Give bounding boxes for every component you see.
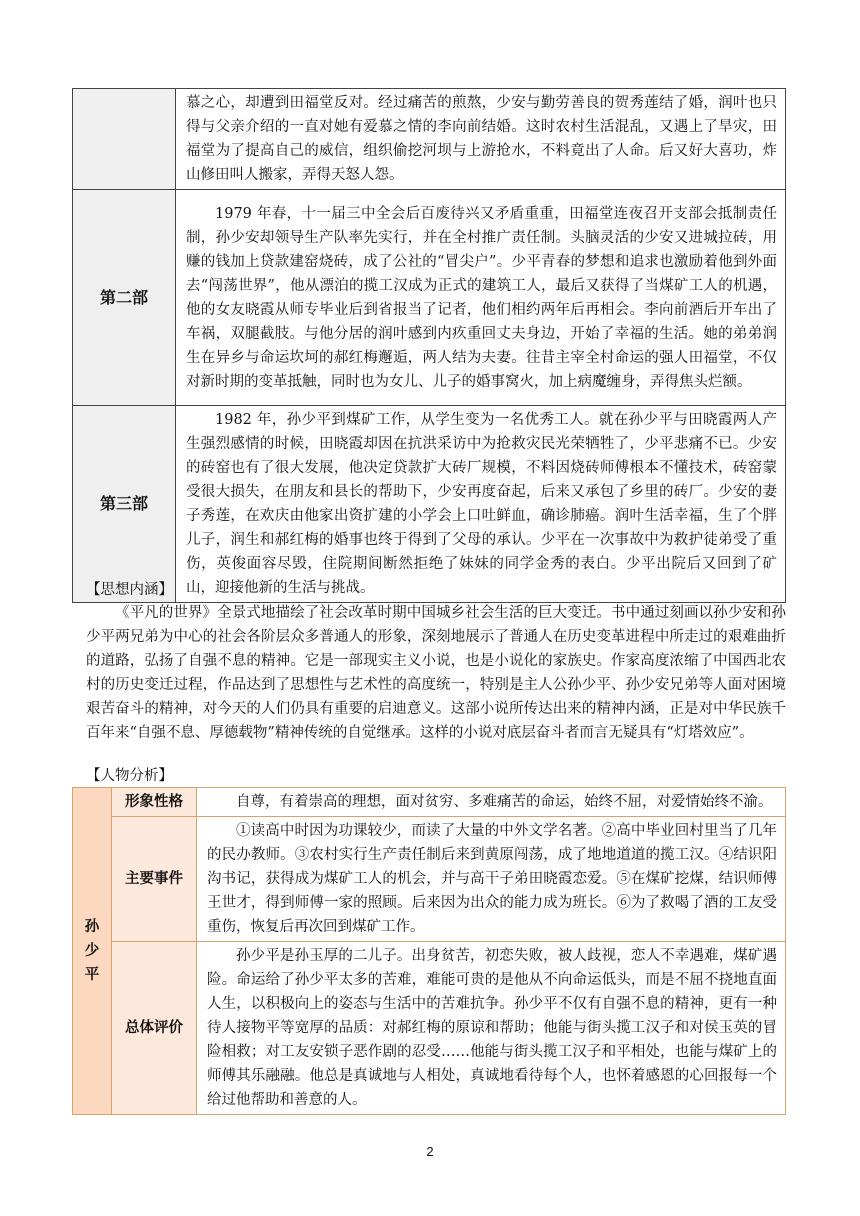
plot-summary-table — [72, 88, 786, 603]
table-row — [73, 942, 786, 1115]
part-label: 第三部 — [73, 406, 176, 603]
attribute-label: 主要事件 — [112, 817, 197, 942]
table-row — [73, 788, 786, 817]
attribute-label: 形象性格 — [112, 788, 197, 817]
part-label: 第二部 — [73, 190, 176, 406]
character-analysis-table — [72, 787, 786, 1115]
part-summary: 1979 年春，十一届三中全会后百废待兴又矛盾重重，田福堂连夜召开支部会抵制责任制，孙少安却领导生产队率先实行，并在全村推广责任制。头脑灵活的少安又进城拉砖，用赚的钱加上贷款建窑烧砖，成了公社的“冒尖户”。少平青春的梦想和追求也激励着他到外面去“闯荡世界”，他从漂泊的揽工汉成为正式的建筑工人，最后又获得了当煤矿工人的机遇，他的女友晓霞从师专毕业后到省报当了记者，他们相约两年后再相会。李向前酒后开车出了车祸，双腿截肢。与他分居的润叶感到内疚重回丈夫身边，开始了幸福的生活。她的弟弟润生在异乡与命运坎坷的郝红梅邂逅，两人结为夫妻。往昔主宰全村命运的强人田福堂，不仅对新时期的变革抵触，同时也为女儿、儿子的婚事窝火，加上病魔缠身，弄得焦头烂额。 — [176, 190, 786, 406]
theme-heading: 【思想内涵】 — [86, 582, 173, 598]
part-summary: 1982 年，孙少平到煤矿工作，从学生变为一名优秀工人。就在孙少平与田晓霞两人产生强烈感情的时候，田晓霞却因在抗洪采访中为抢救灾民光荣牺牲了，少平悲痛不已。少安的砖窑也有了很大发展，他决定贷款扩大砖厂规模，不料因烧砖师傅根本不懂技术，砖窑蒙受很大损失，在朋友和县长的帮助下，少安再度奋起，后来又承包了乡里的砖厂。少安的妻子秀莲，在欢庆由他家出资扩建的小学会上口吐鲜血，确诊肺癌。润叶生活幸福，生了个胖儿子，润生和郝红梅的婚事也终于得到了父母的承认。少平在一次事故中为救护徒弟受了重伤，英俊面容尽毁，住院期间断然拒绝了妹妹的同学金秀的表白。少平出院后又回到了矿山，迎接他新的生活与挑战。 — [176, 406, 786, 603]
page-number: 2 — [426, 1144, 434, 1159]
part-summary: 慕之心，却遭到田福堂反对。经过痛苦的煎熬，少安与勤劳善良的贺秀莲结了婚，润叶也只得与父亲介绍的一直对她有爱慕之情的李向前结婚。这时农村生活混乱，又遇上了旱灾，田福堂为了提高自己的威信，组织偷挖河坝与上游抢水，不料竟出了人命。后又好大喜功，炸山修田叫人搬家，弄得天怒人怨。 — [176, 89, 786, 190]
attribute-value: ①读高中时因为功课较少，而读了大量的中外文学名著。②高中毕业回村里当了几年的民办教师。③农村实行生产责任制后来到黄原闯荡，成了地地道道的揽工汉。④结识阳沟书记，获得成为煤矿工人的机会，并与高干子弟田晓霞恋爱。⑤在煤矿挖煤，结识师傅王世才，得到师傅一家的照顾。后来因为出众的能力成为班长。⑥为了救喝了酒的工友受重伤，恢复后再次回到煤矿工作。 — [197, 817, 786, 942]
table-row — [73, 817, 786, 942]
attribute-value: 自尊，有着崇高的理想，面对贫穷、多难痛苦的命运，始终不屈，对爱情始终不渝。 — [197, 788, 786, 817]
attribute-label: 总体评价 — [112, 942, 197, 1115]
table-row — [73, 190, 786, 406]
table-row — [73, 89, 786, 190]
attribute-value: 孙少平是孙玉厚的二儿子。出身贫苦，初恋失败，被人歧视，恋人不幸遇难，煤矿遇险。命运给了孙少平太多的苦难，难能可贵的是他从不向命运低头，而是不屈不挠地直面人生，以积极向上的姿态与生活中的苦难抗争。孙少平不仅有自强不息的精神，更有一种待人接物平等宽厚的品质：对郝红梅的原谅和帮助；他能与街头揽工汉子和对侯玉英的冒险相救；对工友安锁子恶作剧的忍受……他能与街头揽工汉子和平相处，也能与煤矿上的师傅其乐融融。他总是真诚地与人相处，真诚地看待每个人，也怀着感恩的心回报每一个给过他帮助和善意的人。 — [197, 942, 786, 1115]
character-heading: 【人物分析】 — [86, 768, 173, 784]
character-name — [73, 788, 112, 1115]
table-row — [73, 406, 786, 603]
theme-paragraph: 《平凡的世界》全景式地描绘了社会改革时期中国城乡社会生活的巨大变迁。书中通过刻画以孙少安和孙少平两兄弟为中心的社会各阶层众多普通人的形象，深刻地展示了普通人在历史变革进程中所走过的艰难曲折的道路，弘扬了自强不息的精神。它是一部现实主义小说，也是小说化的家族史。作家高度浓缩了中国西北农村的历史变迁过程，作品达到了思想性与艺术性的高度统一，特别是主人公孙少平、孙少安兄弟等人面对困境艰苦奋斗的精神，对今天的人们仍具有重要的启迪意义。这部小说所传达出来的精神内涵，正是对中华民族千百年来“自强不息、厚德载物”精神传统的自觉继承。这样的小说对底层奋斗者而言无疑具有“灯塔效应”。 — [86, 605, 786, 741]
character-name-text: 孙少平 — [84, 919, 100, 983]
part-label — [73, 89, 176, 190]
